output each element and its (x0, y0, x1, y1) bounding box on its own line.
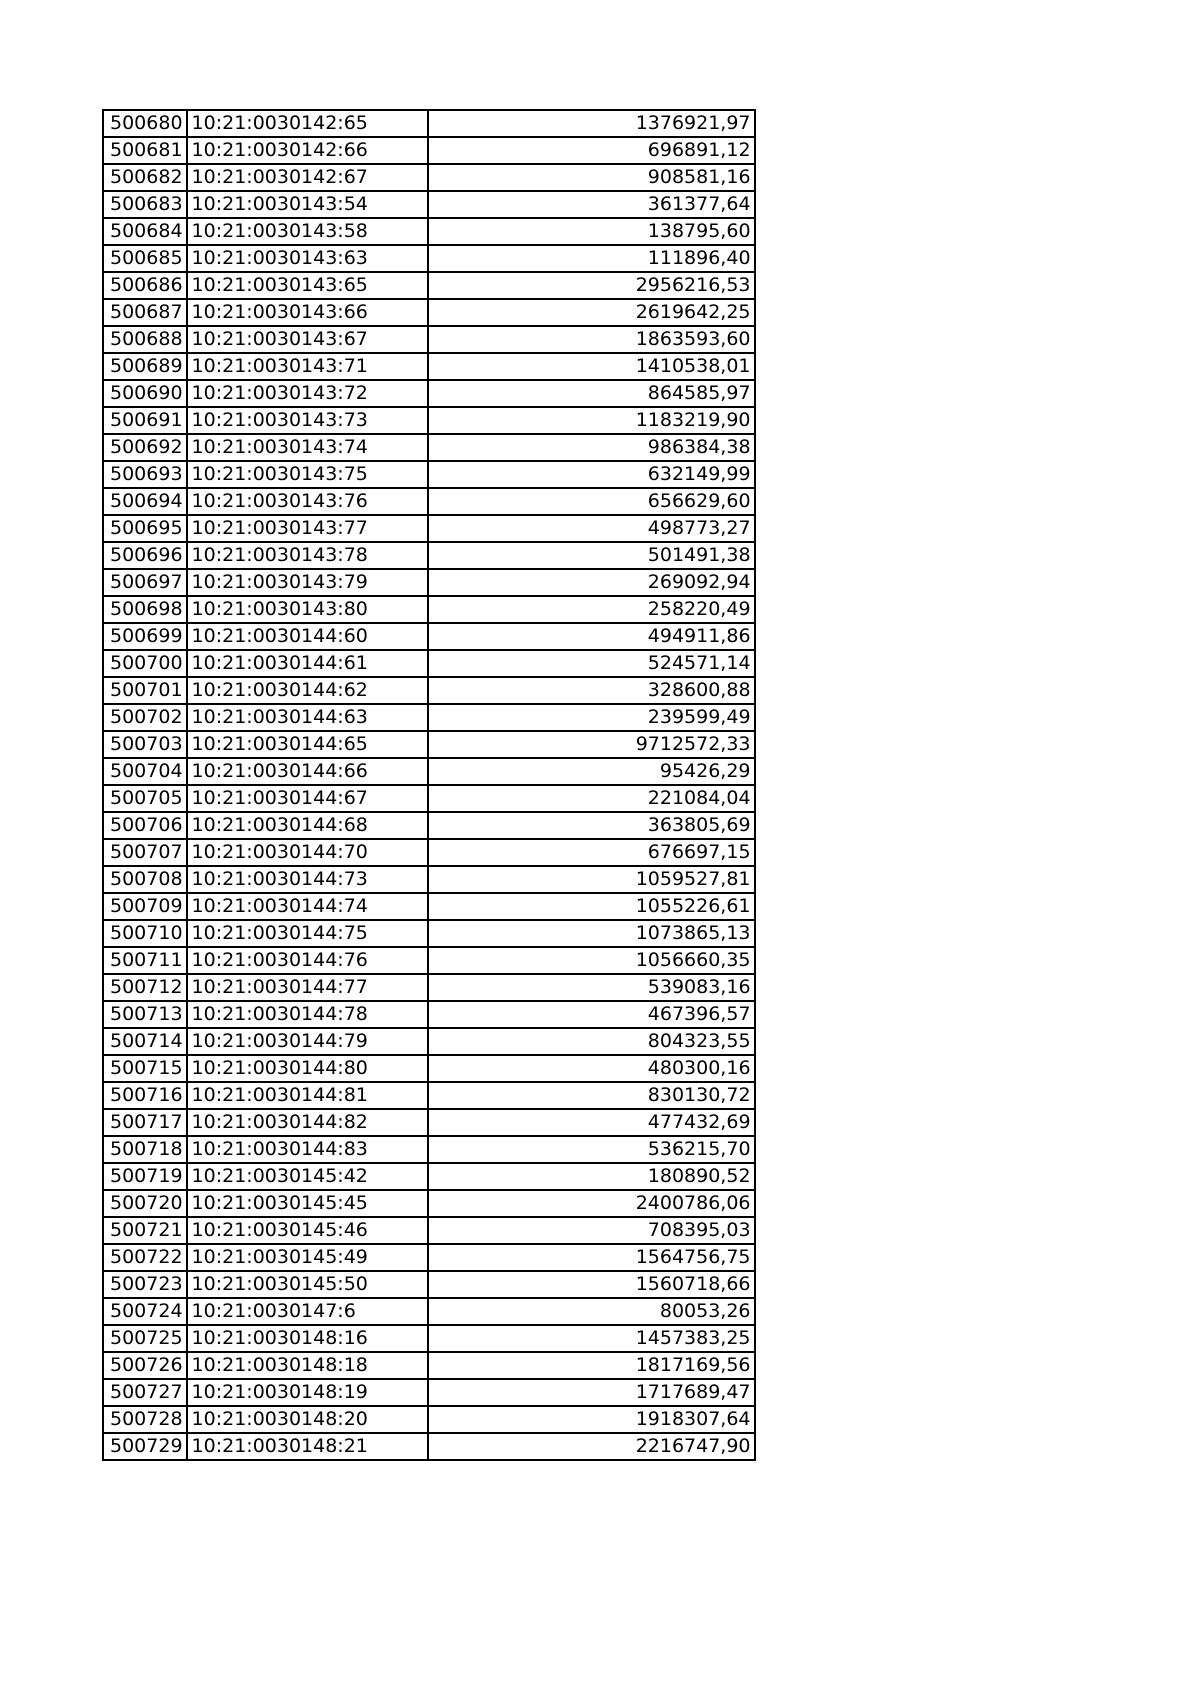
row-id-cell: 500728 (103, 1406, 187, 1433)
cadastral-number-cell: 10:21:0030145:42 (187, 1163, 428, 1190)
row-id-cell: 500693 (103, 461, 187, 488)
row-id-cell: 500692 (103, 434, 187, 461)
cadastral-number-cell: 10:21:0030144:70 (187, 839, 428, 866)
row-id-cell: 500684 (103, 218, 187, 245)
table-row (103, 326, 755, 353)
table-row (103, 110, 755, 137)
row-id-cell: 500707 (103, 839, 187, 866)
table-row (103, 1082, 755, 1109)
amount-cell: 864585,97 (428, 380, 755, 407)
row-id-cell: 500729 (103, 1433, 187, 1460)
amount-cell: 467396,57 (428, 1001, 755, 1028)
table-row (103, 1055, 755, 1082)
cadastral-number-cell: 10:21:0030144:76 (187, 947, 428, 974)
row-id-cell: 500680 (103, 110, 187, 137)
row-id-cell: 500715 (103, 1055, 187, 1082)
amount-cell: 480300,16 (428, 1055, 755, 1082)
row-id-cell: 500701 (103, 677, 187, 704)
cadastral-number-cell: 10:21:0030144:79 (187, 1028, 428, 1055)
amount-cell: 1056660,35 (428, 947, 755, 974)
table-row (103, 515, 755, 542)
amount-cell: 9712572,33 (428, 731, 755, 758)
amount-cell: 2619642,25 (428, 299, 755, 326)
amount-cell: 501491,38 (428, 542, 755, 569)
amount-cell: 1863593,60 (428, 326, 755, 353)
row-id-cell: 500720 (103, 1190, 187, 1217)
amount-cell: 2400786,06 (428, 1190, 755, 1217)
row-id-cell: 500716 (103, 1082, 187, 1109)
amount-cell: 1817169,56 (428, 1352, 755, 1379)
row-id-cell: 500717 (103, 1109, 187, 1136)
table-row (103, 785, 755, 812)
table-row (103, 596, 755, 623)
row-id-cell: 500703 (103, 731, 187, 758)
row-id-cell: 500711 (103, 947, 187, 974)
amount-cell: 804323,55 (428, 1028, 755, 1055)
amount-cell: 111896,40 (428, 245, 755, 272)
amount-cell: 498773,27 (428, 515, 755, 542)
amount-cell: 1376921,97 (428, 110, 755, 137)
row-id-cell: 500687 (103, 299, 187, 326)
row-id-cell: 500713 (103, 1001, 187, 1028)
row-id-cell: 500708 (103, 866, 187, 893)
amount-cell: 80053,26 (428, 1298, 755, 1325)
amount-cell: 1059527,81 (428, 866, 755, 893)
table-row (103, 380, 755, 407)
amount-cell: 536215,70 (428, 1136, 755, 1163)
table-row (103, 1190, 755, 1217)
table-row (103, 1109, 755, 1136)
amount-cell: 269092,94 (428, 569, 755, 596)
cadastral-number-cell: 10:21:0030143:54 (187, 191, 428, 218)
row-id-cell: 500706 (103, 812, 187, 839)
table-row (103, 1028, 755, 1055)
row-id-cell: 500681 (103, 137, 187, 164)
table-row (103, 1001, 755, 1028)
amount-cell: 221084,04 (428, 785, 755, 812)
cadastral-number-cell: 10:21:0030144:81 (187, 1082, 428, 1109)
cadastral-number-cell: 10:21:0030145:45 (187, 1190, 428, 1217)
table-row (103, 353, 755, 380)
table-row (103, 272, 755, 299)
amount-cell: 239599,49 (428, 704, 755, 731)
cadastral-number-cell: 10:21:0030143:65 (187, 272, 428, 299)
table-row (103, 407, 755, 434)
table-row (103, 1163, 755, 1190)
table-row (103, 218, 755, 245)
row-id-cell: 500704 (103, 758, 187, 785)
table-row (103, 866, 755, 893)
table-row (103, 299, 755, 326)
table-row (103, 191, 755, 218)
table-row (103, 893, 755, 920)
amount-cell: 708395,03 (428, 1217, 755, 1244)
table-row (103, 758, 755, 785)
table-row (103, 704, 755, 731)
table-row (103, 677, 755, 704)
row-id-cell: 500689 (103, 353, 187, 380)
cadastral-number-cell: 10:21:0030143:58 (187, 218, 428, 245)
cadastral-number-cell: 10:21:0030144:80 (187, 1055, 428, 1082)
row-id-cell: 500705 (103, 785, 187, 812)
cadastral-number-cell: 10:21:0030142:65 (187, 110, 428, 137)
cadastral-number-cell: 10:21:0030143:67 (187, 326, 428, 353)
amount-cell: 494911,86 (428, 623, 755, 650)
amount-cell: 830130,72 (428, 1082, 755, 1109)
row-id-cell: 500698 (103, 596, 187, 623)
cadastral-number-cell: 10:21:0030143:75 (187, 461, 428, 488)
row-id-cell: 500695 (103, 515, 187, 542)
table-row (103, 1244, 755, 1271)
table-row (103, 839, 755, 866)
table-row (103, 1433, 755, 1460)
table-row (103, 488, 755, 515)
cadastral-number-cell: 10:21:0030148:16 (187, 1325, 428, 1352)
amount-cell: 258220,49 (428, 596, 755, 623)
row-id-cell: 500727 (103, 1379, 187, 1406)
table-row (103, 1271, 755, 1298)
row-id-cell: 500694 (103, 488, 187, 515)
row-id-cell: 500721 (103, 1217, 187, 1244)
row-id-cell: 500725 (103, 1325, 187, 1352)
table-row (103, 623, 755, 650)
row-id-cell: 500712 (103, 974, 187, 1001)
cadastral-number-cell: 10:21:0030143:74 (187, 434, 428, 461)
cadastral-number-cell: 10:21:0030148:18 (187, 1352, 428, 1379)
cadastral-number-cell: 10:21:0030144:61 (187, 650, 428, 677)
amount-cell: 908581,16 (428, 164, 755, 191)
cadastral-number-cell: 10:21:0030145:50 (187, 1271, 428, 1298)
cadastral-number-cell: 10:21:0030148:21 (187, 1433, 428, 1460)
cadastral-number-cell: 10:21:0030143:73 (187, 407, 428, 434)
cadastral-number-cell: 10:21:0030142:66 (187, 137, 428, 164)
row-id-cell: 500686 (103, 272, 187, 299)
amount-cell: 138795,60 (428, 218, 755, 245)
row-id-cell: 500699 (103, 623, 187, 650)
amount-cell: 328600,88 (428, 677, 755, 704)
amount-cell: 1564756,75 (428, 1244, 755, 1271)
row-id-cell: 500722 (103, 1244, 187, 1271)
amount-cell: 1560718,66 (428, 1271, 755, 1298)
amount-cell: 2216747,90 (428, 1433, 755, 1460)
table-row (103, 812, 755, 839)
row-id-cell: 500709 (103, 893, 187, 920)
amount-cell: 95426,29 (428, 758, 755, 785)
row-id-cell: 500688 (103, 326, 187, 353)
amount-cell: 363805,69 (428, 812, 755, 839)
cadastral-number-cell: 10:21:0030144:63 (187, 704, 428, 731)
cadastral-number-cell: 10:21:0030144:83 (187, 1136, 428, 1163)
table-row (103, 731, 755, 758)
row-id-cell: 500726 (103, 1352, 187, 1379)
cadastral-number-cell: 10:21:0030143:78 (187, 542, 428, 569)
cadastral-number-cell: 10:21:0030143:80 (187, 596, 428, 623)
amount-cell: 180890,52 (428, 1163, 755, 1190)
table-row (103, 650, 755, 677)
row-id-cell: 500724 (103, 1298, 187, 1325)
amount-cell: 1055226,61 (428, 893, 755, 920)
row-id-cell: 500710 (103, 920, 187, 947)
table-row (103, 947, 755, 974)
cadastral-number-cell: 10:21:0030143:71 (187, 353, 428, 380)
amount-cell: 361377,64 (428, 191, 755, 218)
cadastral-number-cell: 10:21:0030143:77 (187, 515, 428, 542)
amount-cell: 1717689,47 (428, 1379, 755, 1406)
table-row (103, 461, 755, 488)
cadastral-number-cell: 10:21:0030143:79 (187, 569, 428, 596)
cadastral-number-cell: 10:21:0030148:20 (187, 1406, 428, 1433)
cadastral-number-cell: 10:21:0030144:68 (187, 812, 428, 839)
cadastral-number-cell: 10:21:0030145:46 (187, 1217, 428, 1244)
table-row (103, 1325, 755, 1352)
row-id-cell: 500718 (103, 1136, 187, 1163)
amount-cell: 1457383,25 (428, 1325, 755, 1352)
amount-cell: 632149,99 (428, 461, 755, 488)
cadastral-number-cell: 10:21:0030144:73 (187, 866, 428, 893)
table-row (103, 1217, 755, 1244)
table-row (103, 974, 755, 1001)
table-row (103, 434, 755, 461)
table-row (103, 1352, 755, 1379)
cadastral-number-cell: 10:21:0030144:78 (187, 1001, 428, 1028)
row-id-cell: 500696 (103, 542, 187, 569)
amount-cell: 1918307,64 (428, 1406, 755, 1433)
cadastral-number-cell: 10:21:0030148:19 (187, 1379, 428, 1406)
cadastral-number-cell: 10:21:0030143:63 (187, 245, 428, 272)
row-id-cell: 500682 (103, 164, 187, 191)
data-table (102, 109, 756, 1461)
row-id-cell: 500714 (103, 1028, 187, 1055)
amount-cell: 1183219,90 (428, 407, 755, 434)
table-row (103, 1298, 755, 1325)
table-row (103, 1406, 755, 1433)
table-row (103, 164, 755, 191)
row-id-cell: 500683 (103, 191, 187, 218)
table-row (103, 137, 755, 164)
table-row (103, 920, 755, 947)
amount-cell: 524571,14 (428, 650, 755, 677)
amount-cell: 1073865,13 (428, 920, 755, 947)
cadastral-number-cell: 10:21:0030144:66 (187, 758, 428, 785)
amount-cell: 696891,12 (428, 137, 755, 164)
amount-cell: 656629,60 (428, 488, 755, 515)
amount-cell: 539083,16 (428, 974, 755, 1001)
cadastral-number-cell: 10:21:0030144:75 (187, 920, 428, 947)
cadastral-number-cell: 10:21:0030143:72 (187, 380, 428, 407)
cadastral-number-cell: 10:21:0030144:77 (187, 974, 428, 1001)
table-row (103, 245, 755, 272)
row-id-cell: 500690 (103, 380, 187, 407)
cadastral-number-cell: 10:21:0030144:74 (187, 893, 428, 920)
cadastral-number-cell: 10:21:0030144:62 (187, 677, 428, 704)
amount-cell: 477432,69 (428, 1109, 755, 1136)
row-id-cell: 500702 (103, 704, 187, 731)
table-row (103, 1379, 755, 1406)
cadastral-number-cell: 10:21:0030143:66 (187, 299, 428, 326)
amount-cell: 1410538,01 (428, 353, 755, 380)
cadastral-number-cell: 10:21:0030143:76 (187, 488, 428, 515)
amount-cell: 2956216,53 (428, 272, 755, 299)
row-id-cell: 500685 (103, 245, 187, 272)
cadastral-number-cell: 10:21:0030144:60 (187, 623, 428, 650)
cadastral-number-cell: 10:21:0030142:67 (187, 164, 428, 191)
table-row (103, 1136, 755, 1163)
table-row (103, 542, 755, 569)
cadastral-number-cell: 10:21:0030145:49 (187, 1244, 428, 1271)
cadastral-number-cell: 10:21:0030147:6 (187, 1298, 428, 1325)
row-id-cell: 500719 (103, 1163, 187, 1190)
table-row (103, 569, 755, 596)
cadastral-number-cell: 10:21:0030144:82 (187, 1109, 428, 1136)
row-id-cell: 500697 (103, 569, 187, 596)
row-id-cell: 500700 (103, 650, 187, 677)
amount-cell: 986384,38 (428, 434, 755, 461)
row-id-cell: 500723 (103, 1271, 187, 1298)
row-id-cell: 500691 (103, 407, 187, 434)
table-body (103, 110, 755, 1460)
cadastral-number-cell: 10:21:0030144:67 (187, 785, 428, 812)
amount-cell: 676697,15 (428, 839, 755, 866)
cadastral-number-cell: 10:21:0030144:65 (187, 731, 428, 758)
